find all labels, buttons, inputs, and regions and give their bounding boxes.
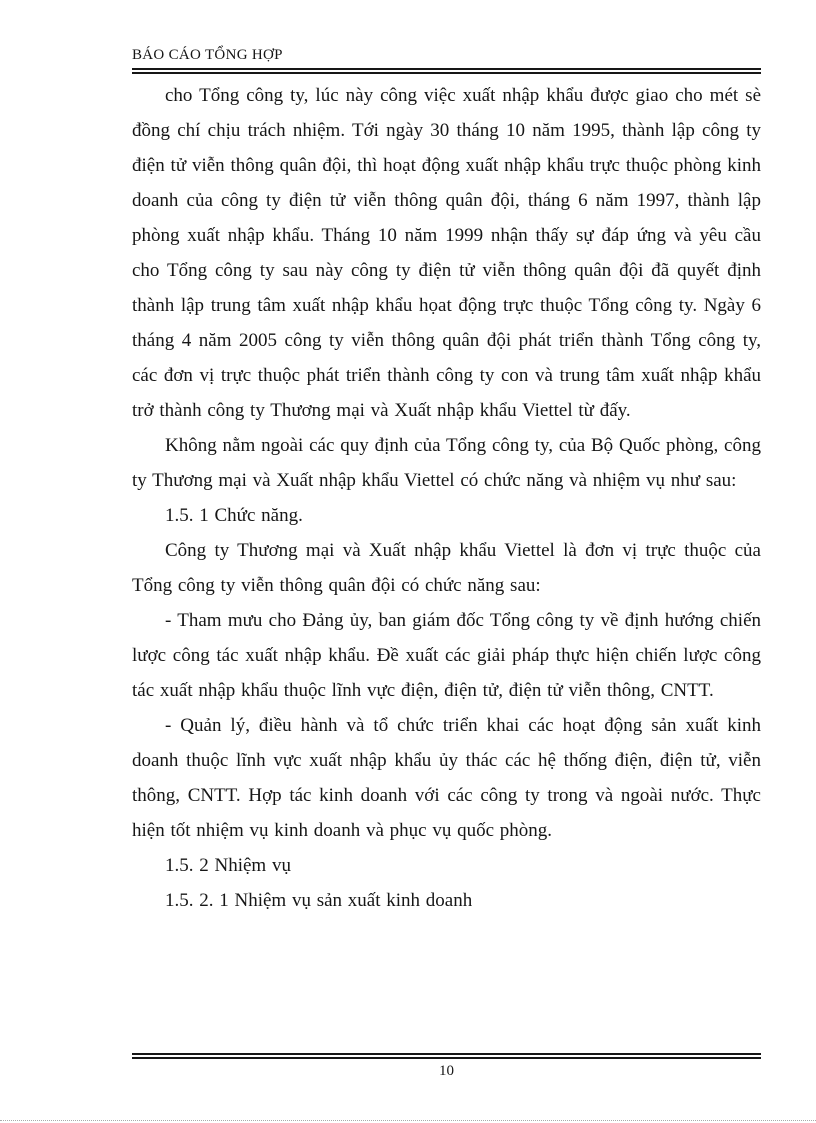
paragraph: 1.5. 2 Nhiệm vụ bbox=[165, 855, 291, 876]
page-number: 10 bbox=[439, 1063, 454, 1079]
header-double-rule bbox=[132, 68, 761, 74]
paragraph: - Quản lý, điều hành và tổ chức triển khai các hoạt động sản xuất kinh doanh thuộc lĩnh vực xuất nhập khẩu ủy thác các hệ thống điện, điện tử, viễn thông, CNTT. Hợp tác kinh doanh với các công ty trong và ngoài nước. Thực hiện tốt nhiệm vụ kinh doanh và phục vụ quốc phòng. bbox=[132, 715, 761, 841]
paragraph: cho Tổng công ty, lúc này công việc xuất nhập khẩu được giao cho mét sè đồng chí chịu trách nhiệm. Tới ngày 30 tháng 10 năm 1995, thành lập công ty điện tử viễn thông quân đội, thì hoạt động xuất nhập khẩu trực thuộc phòng kinh doanh của công ty điện tử viễn thông quân đội, tháng 6 năm 1997, thành lập phòng xuất nhập khẩu. Tháng 10 năm 1999 nhận thấy sự đáp ứng và yêu cầu cho Tổng công ty sau này công ty điện tử viễn thông quân đội đã quyết định thành lập trung tâm xuất nhập khẩu họat động trực thuộc Tổng công ty. Ngày 6 tháng 4 năm 2005 công ty viễn thông quân đội phát triển thành Tổng công ty, các đơn vị trực thuộc phát triển thành công ty con và trung tâm xuất nhập khẩu trở thành công ty Thương mại và Xuất nhập khẩu Viettel từ đấy. bbox=[132, 85, 761, 421]
paragraph: 1.5. 1 Chức năng. bbox=[165, 505, 303, 526]
page-header bbox=[132, 45, 761, 74]
body-text bbox=[132, 78, 761, 918]
footer-double-rule bbox=[132, 1053, 761, 1059]
paragraph: 1.5. 2. 1 Nhiệm vụ sản xuất kinh doanh bbox=[165, 890, 473, 911]
paragraph: Công ty Thương mại và Xuất nhập khẩu Viettel là đơn vị trực thuộc của Tổng công ty viễn thông quân đội có chức năng sau: bbox=[132, 540, 761, 596]
header-title: BÁO CÁO TỔNG HỢP bbox=[132, 47, 283, 63]
paragraph: Không nằm ngoài các quy định của Tổng công ty, của Bộ Quốc phòng, công ty Thương mại và Xuất nhập khẩu Viettel có chức năng và nhiệm vụ như sau: bbox=[132, 435, 761, 491]
paragraph: - Tham mưu cho Đảng ủy, ban giám đốc Tổng công ty về định hướng chiến lược công tác xuất nhập khẩu. Đề xuất các giải pháp thực hiện chiến lược công tác xuất nhập khẩu thuộc lĩnh vực điện, điện tử, điện tử viễn thông, CNTT. bbox=[132, 610, 761, 701]
page-footer bbox=[132, 1053, 761, 1080]
page-break-dotted-line bbox=[0, 1120, 816, 1121]
